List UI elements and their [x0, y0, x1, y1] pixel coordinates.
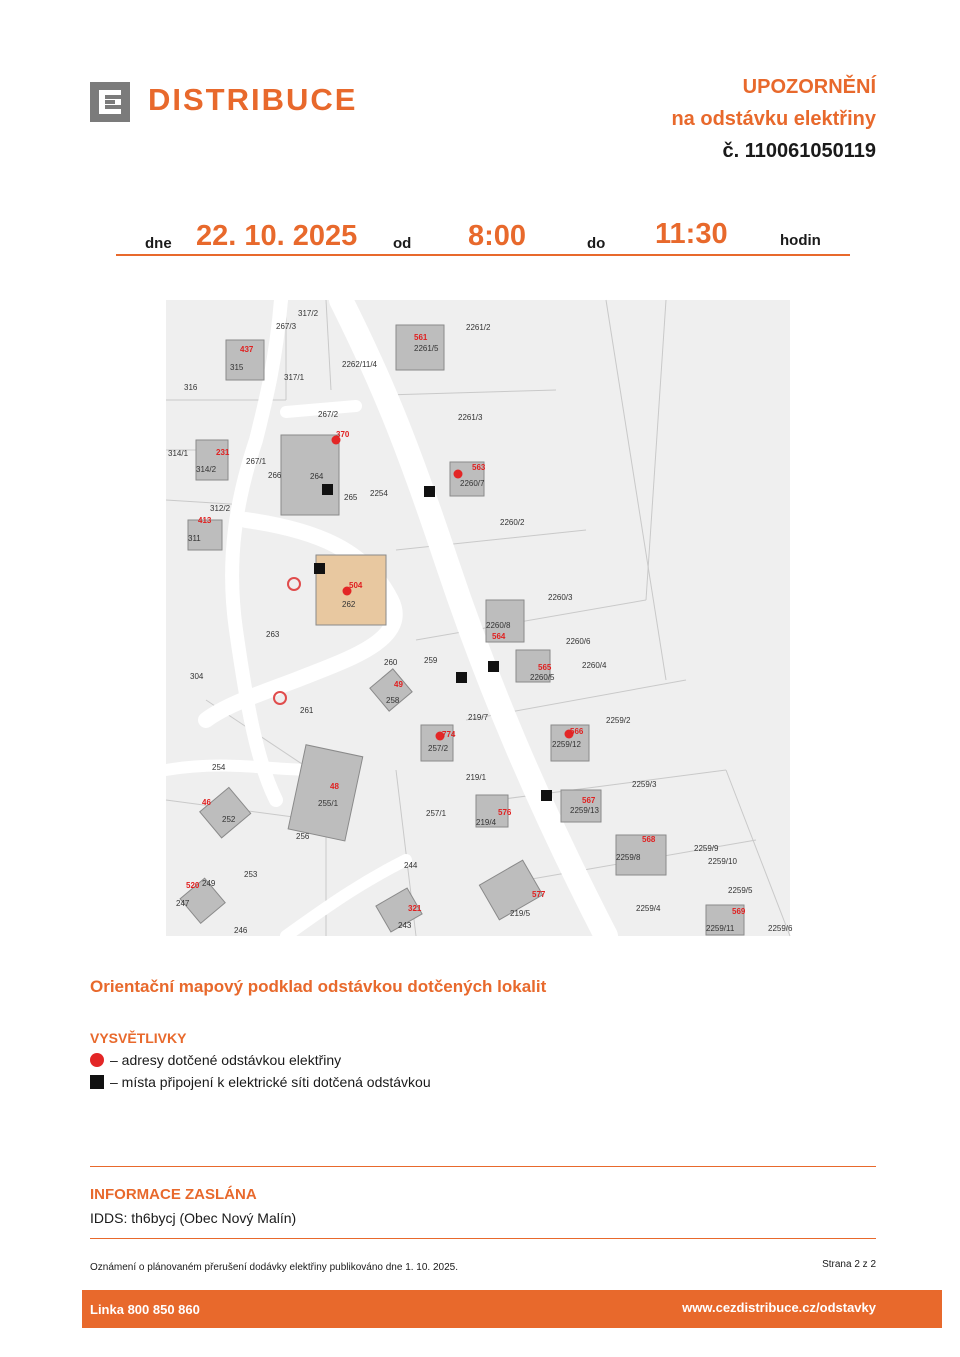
svg-text:255/1: 255/1 [318, 799, 339, 808]
svg-text:2259/10: 2259/10 [708, 857, 737, 866]
svg-text:247: 247 [176, 899, 190, 908]
page-number: Strana 2 z 2 [822, 1259, 876, 1270]
svg-text:254: 254 [212, 763, 226, 772]
svg-text:2261/5: 2261/5 [414, 344, 439, 353]
from-time: 8:00 [468, 220, 527, 252]
svg-text:263: 263 [266, 630, 280, 639]
legend-item-label: – místa připojení k elektrické síti dotčená odstávkou [110, 1074, 431, 1090]
svg-text:312/2: 312/2 [210, 504, 231, 513]
hotline: Linka 800 850 860 [90, 1302, 200, 1317]
notice-subtitle: na odstávku elektřiny [671, 108, 876, 130]
svg-text:2259/13: 2259/13 [570, 806, 599, 815]
svg-text:566: 566 [570, 727, 584, 736]
svg-text:2259/6: 2259/6 [768, 924, 793, 933]
svg-text:2259/2: 2259/2 [606, 716, 631, 725]
svg-text:2259/12: 2259/12 [552, 740, 581, 749]
idds-recipient: IDDS: th6bycj (Obec Nový Malín) [90, 1210, 297, 1226]
svg-text:561: 561 [414, 333, 428, 342]
cez-logo-icon [90, 82, 130, 122]
svg-text:577: 577 [532, 890, 546, 899]
svg-text:317/2: 317/2 [298, 309, 319, 318]
svg-text:2262/11/4: 2262/11/4 [342, 360, 377, 369]
footer-bar [82, 1290, 942, 1328]
svg-text:49: 49 [394, 680, 403, 689]
notice-number: č. 110061050119 [722, 140, 876, 162]
svg-text:219/5: 219/5 [510, 909, 531, 918]
svg-text:243: 243 [398, 921, 412, 930]
svg-text:249: 249 [202, 879, 216, 888]
svg-text:564: 564 [492, 632, 506, 641]
info-title: INFORMACE ZASLÁNA [90, 1186, 257, 1203]
from-label: od [393, 235, 412, 252]
svg-text:2260/7: 2260/7 [460, 479, 485, 488]
svg-text:569: 569 [732, 907, 746, 916]
outage-map [166, 300, 793, 936]
svg-text:266: 266 [268, 471, 282, 480]
to-label: do [587, 235, 606, 252]
svg-text:2261/3: 2261/3 [458, 413, 483, 422]
svg-text:219/1: 219/1 [466, 773, 487, 782]
svg-text:2260/2: 2260/2 [500, 518, 525, 527]
svg-text:437: 437 [240, 345, 254, 354]
svg-text:567: 567 [582, 796, 596, 805]
svg-text:504: 504 [349, 581, 363, 590]
svg-text:2261/2: 2261/2 [466, 323, 491, 332]
svg-text:2259/4: 2259/4 [636, 904, 661, 913]
svg-text:267/3: 267/3 [276, 322, 297, 331]
svg-text:2260/6: 2260/6 [566, 637, 591, 646]
svg-text:2259/8: 2259/8 [616, 853, 641, 862]
svg-text:219/7: 219/7 [468, 713, 489, 722]
red-dot-icon [90, 1053, 104, 1067]
svg-text:774: 774 [442, 730, 456, 739]
svg-text:265: 265 [344, 493, 358, 502]
svg-text:2260/3: 2260/3 [548, 593, 573, 602]
legend-item-label: – adresy dotčené odstávkou elektřiny [110, 1052, 342, 1068]
svg-text:2260/8: 2260/8 [486, 621, 511, 630]
svg-text:565: 565 [538, 663, 552, 672]
svg-text:317/1: 317/1 [284, 373, 305, 382]
brand-name: DISTRIBUCE [148, 82, 358, 117]
notice-title: UPOZORNĚNÍ [742, 76, 876, 98]
svg-text:370: 370 [336, 430, 350, 439]
svg-text:256: 256 [296, 832, 310, 841]
svg-text:261: 261 [300, 706, 314, 715]
svg-text:413: 413 [198, 516, 212, 525]
svg-text:2259/11: 2259/11 [706, 924, 735, 933]
svg-text:48: 48 [330, 782, 339, 791]
svg-text:316: 316 [184, 383, 198, 392]
hours-label: hodin [780, 232, 821, 249]
svg-text:258: 258 [386, 696, 400, 705]
svg-text:257/2: 257/2 [428, 744, 449, 753]
svg-text:253: 253 [244, 870, 258, 879]
svg-text:321: 321 [408, 904, 422, 913]
svg-text:304: 304 [190, 672, 204, 681]
svg-text:568: 568 [642, 835, 656, 844]
svg-text:262: 262 [342, 600, 356, 609]
legend-title: VYSVĚTLIVKY [90, 1030, 187, 1046]
svg-text:246: 246 [234, 926, 248, 935]
date-label: dne [145, 235, 172, 252]
svg-text:260: 260 [384, 658, 398, 667]
date-divider [116, 254, 850, 256]
svg-text:267/1: 267/1 [246, 457, 267, 466]
svg-text:252: 252 [222, 815, 236, 824]
svg-text:264: 264 [310, 472, 324, 481]
svg-text:2254: 2254 [370, 489, 388, 498]
to-time: 11:30 [655, 218, 728, 250]
svg-text:314/1: 314/1 [168, 449, 189, 458]
outage-date: 22. 10. 2025 [196, 220, 358, 252]
svg-text:2259/3: 2259/3 [632, 780, 657, 789]
svg-text:257/1: 257/1 [426, 809, 447, 818]
svg-text:267/2: 267/2 [318, 410, 339, 419]
svg-text:244: 244 [404, 861, 418, 870]
divider [90, 1238, 876, 1239]
svg-text:231: 231 [216, 448, 230, 457]
legend-item-addresses [90, 1052, 341, 1068]
svg-text:576: 576 [498, 808, 512, 817]
svg-text:520: 520 [186, 881, 200, 890]
svg-text:2260/4: 2260/4 [582, 661, 607, 670]
svg-text:46: 46 [202, 798, 211, 807]
svg-text:2259/9: 2259/9 [694, 844, 719, 853]
svg-text:2260/5: 2260/5 [530, 673, 555, 682]
svg-text:2259/5: 2259/5 [728, 886, 753, 895]
svg-text:219/4: 219/4 [476, 818, 497, 827]
svg-text:315: 315 [230, 363, 244, 372]
website-link[interactable]: www.cezdistribuce.cz/odstavky [682, 1300, 876, 1315]
map-caption: Orientační mapový podklad odstávkou dotčených lokalit [90, 977, 547, 996]
svg-text:311: 311 [188, 534, 201, 543]
divider [90, 1166, 876, 1167]
legend-item-connections [90, 1074, 431, 1090]
svg-text:563: 563 [472, 463, 486, 472]
publication-note: Oznámení o plánovaném přerušení dodávky elektřiny publikováno dne 1. 10. 2025. [90, 1262, 459, 1273]
svg-text:259: 259 [424, 656, 438, 665]
black-square-icon [90, 1075, 104, 1089]
svg-text:314/2: 314/2 [196, 465, 217, 474]
